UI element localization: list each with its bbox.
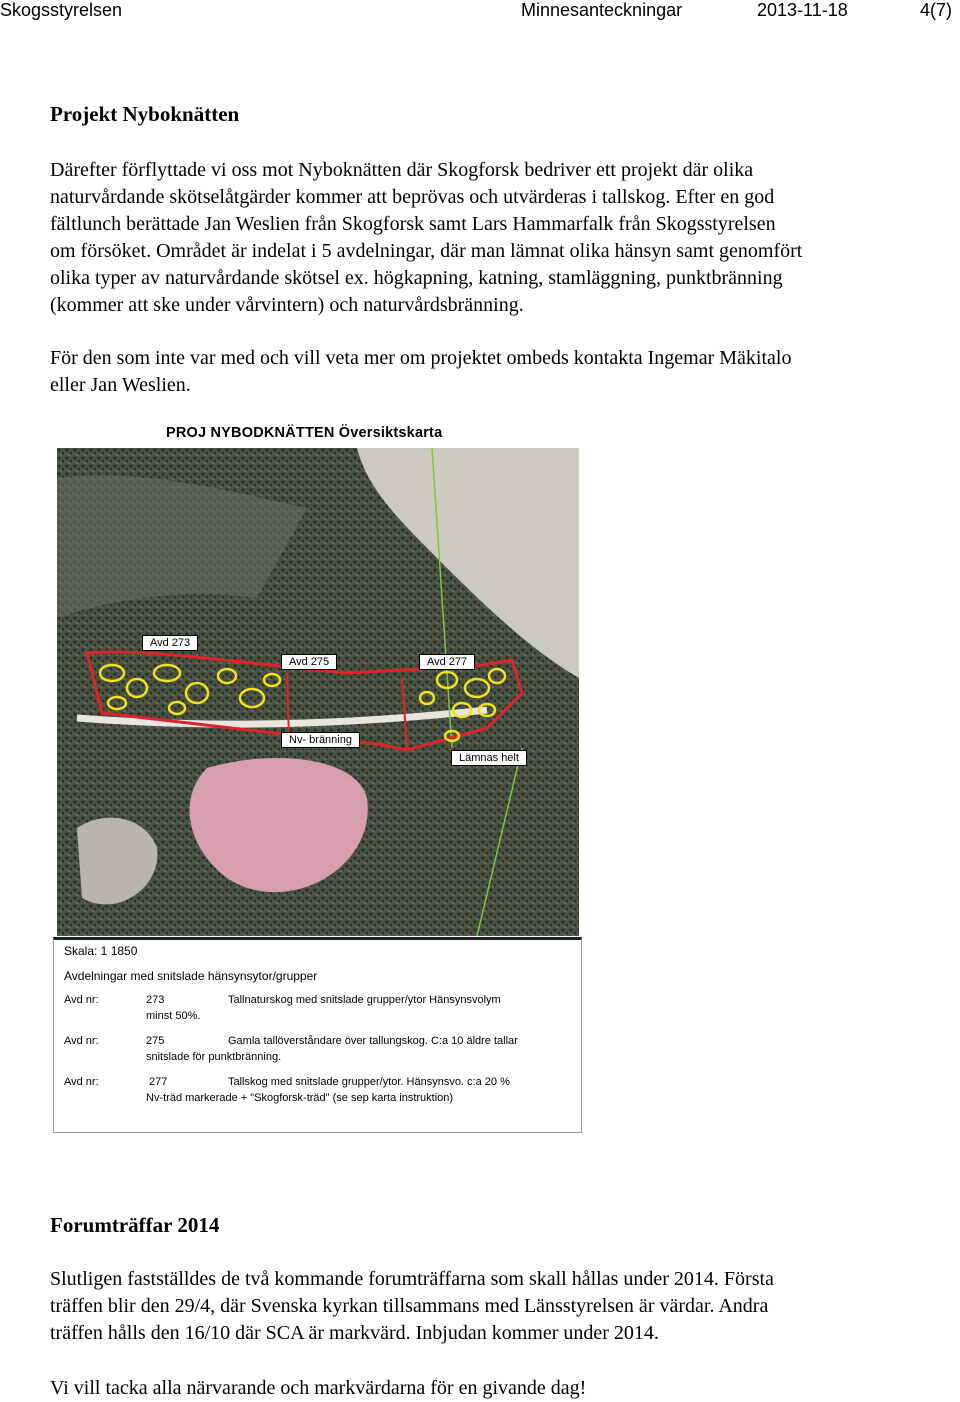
- aerial-photo: [57, 448, 579, 936]
- legend-row-desc-cont: minst 50%.: [146, 1010, 201, 1022]
- legend-subtitle: Avdelningar med snitslade hänsynsytor/grupper: [64, 969, 318, 983]
- header-org: Skogsstyrelsen: [0, 0, 123, 20]
- legend-row-nr: 277: [149, 1076, 168, 1088]
- map-label-nv-branning: Nv- bränning: [281, 732, 360, 748]
- map-label-avd-275: Avd 275: [281, 654, 337, 670]
- map-title: PROJ NYBODKNÄTTEN Översiktskarta: [166, 425, 443, 441]
- paragraph-thanks: Vi vill tacka alla närvarande och markvärdarna för en givande dag!: [50, 1377, 587, 1399]
- legend-row-desc-cont: Nv-träd markerade + "Skogforsk-träd" (se sep karta instruktion): [146, 1092, 454, 1104]
- map-label-avd-273: Avd 273: [142, 635, 198, 651]
- legend-row-desc: Gamla tallöverståndare över tallungskog. C:a 10 äldre tallar: [228, 1035, 518, 1047]
- legend-row-nr: 275: [146, 1035, 165, 1047]
- legend-row-label: Avd nr:: [64, 1035, 99, 1047]
- header-doc-type: Minnesanteckningar: [521, 0, 683, 20]
- page-header: [0, 0, 960, 24]
- header-page-number: 4(7): [920, 0, 953, 20]
- paragraph-projekt-1: Därefter förflyttade vi oss mot Nyboknätten där Skogforsk bedriver ett projekt där olika naturvårdande skötselåtgärder kommer att beprövas och utvärderas i tallskog. Efter en god fältlunch berättade Jan Weslien från Skogforsk samt Lars Hammarfalk från Skogsstyrelsen om försöket. Området är indelat i 5 avdelningar, där man lämnat olika hänsyn samt genomfört olika typer av naturvårdande skötsel ex. högkapning, katning, stamläggning, punktbränning (kommer att ske under vårvintern) och naturvårdsbränning.: [50, 159, 803, 316]
- map-scale: Skala: 1 1850: [64, 944, 138, 958]
- section-heading-forumtraffar: Forumträffar 2014: [50, 1213, 220, 1237]
- legend-row-nr: 273: [146, 994, 165, 1006]
- section-heading-projekt: Projekt Nyboknätten: [50, 102, 240, 126]
- paragraph-projekt-2: För den som inte var med och vill veta mer om projektet ombeds kontakta Ingemar Mäkitalo eller Jan Weslien.: [50, 347, 792, 396]
- paragraph-forumtraffar-1: Slutligen fastställdes de två kommande forumträffarna som skall hållas under 2014. Första träffen blir den 29/4, där Svenska kyrkan tillsammans med Länsstyrelsen är värdar. Andra träffen hålls den 16/10 där SCA är markvärd. Inbjudan kommer under 2014.: [50, 1268, 774, 1344]
- header-date: 2013-11-18: [757, 0, 848, 20]
- map-legend: [53, 937, 582, 1133]
- legend-row-label: Avd nr:: [64, 994, 99, 1006]
- legend-row-desc: Tallskog med snitslade grupper/ytor. Hänsynsvo. c:a 20 %: [228, 1076, 510, 1088]
- legend-row-desc: Tallnaturskog med snitslade grupper/ytor Hänsynsvolym: [228, 994, 501, 1006]
- map-label-lamnas-helt: Lämnas helt: [451, 750, 527, 766]
- map-label-avd-277: Avd 277: [419, 654, 475, 670]
- overview-map: [57, 448, 579, 936]
- legend-row-label: Avd nr:: [64, 1076, 99, 1088]
- legend-row-desc-cont: snitslade för punktbränning.: [146, 1051, 282, 1063]
